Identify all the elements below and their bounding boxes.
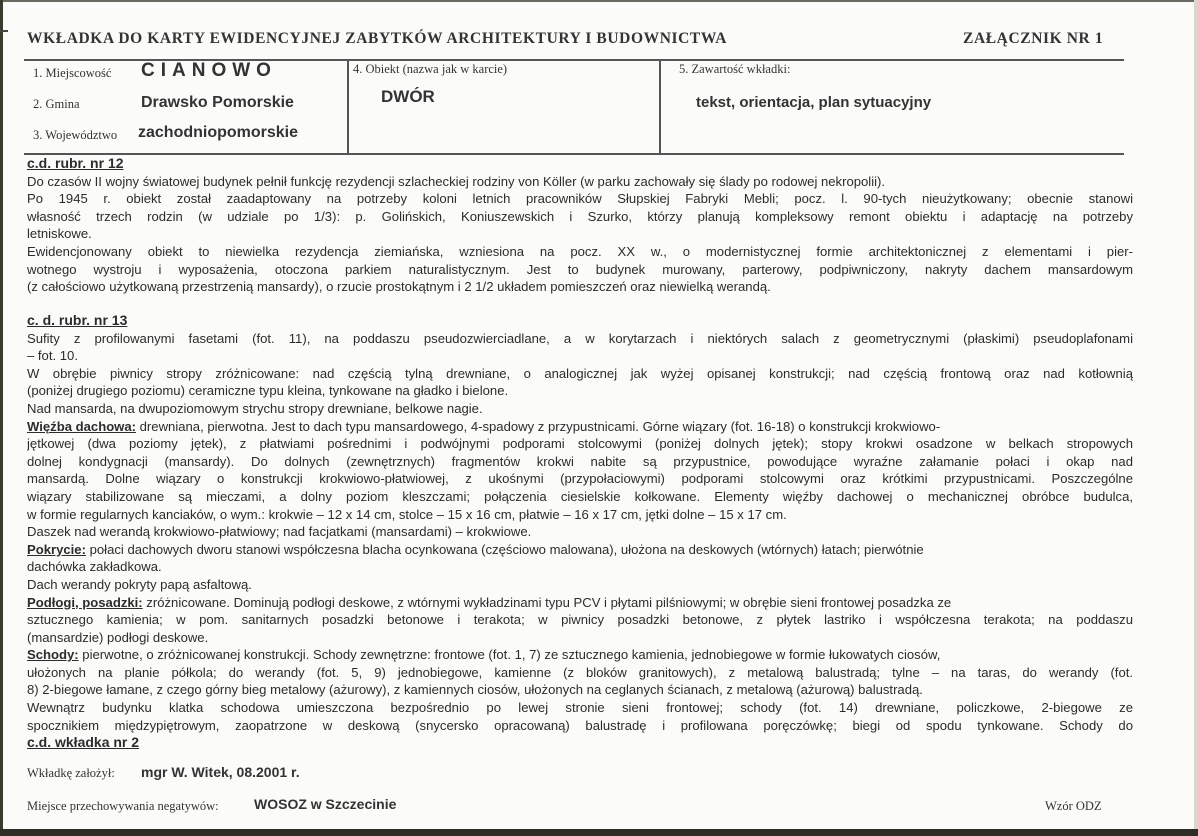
text-line: dolnej kondygnacji (mansardy). Do dolnych (zewnętrznych) fragmentów krokwi nabite są przypustnice, powodujące wyraźne załamanie połaci i okap nad [27,453,1133,469]
text-line: w formie regularnych kanciaków, o wym.: krokwie – 12 x 14 cm, stolce – 15 x 16 cm, płatwie – 16 x 17 cm, jętki dolne – 15 x 17 cm. [27,506,787,522]
storage-label: Miejsce przechowywania negatywów: [27,799,219,813]
text-line: 8) 2-biegowe łamane, z czego górny bieg metalowy (ażurowy), z kamiennych ciosów, ułożonych na ceglanych ścianach, z metalową (ażurową) balustradą. [27,682,923,698]
wojewodztwo-label: 3. Województwo [33,128,118,142]
section-rubr-12 [27,155,1133,296]
text-line: wiązary stabilizowane są mieczami, a dolny poziom kleszczami; połączenia ciesielskie kołkowane. Elementy więźby dachowej o mechanicznej obróbce budulca, [27,488,1133,504]
text-fragment: drewniana, pierwotna. Jest to dach typu mansardowego, 4-spadowy z przypustnicami. Górne wiązary (fot. 16-18) o konstrukcji krokwiowo- [136,418,941,434]
wojewodztwo-value: zachodniopomorskie [138,124,299,141]
text-line: Daszek nad werandą krokwiowo-płatwiowy; nad facjatkami (mansardami) – krokwiowe. [27,524,532,540]
document-title: WKŁADKA DO KARTY EWIDENCYJNEJ ZABYTKÓW ARCHITEKTURY I BUDOWNICTWA [27,30,728,47]
text-line: wotnego wystroju i wyposażenia, otoczona parkiem naturalistycznym. Jest to budynek murowany, parterowy, podpiwniczony, nakryty dachem mansardowym [27,261,1133,277]
text-line: mansardą. Dolne wiązary o konstrukcji krokwiowo-płatwiowej, z ukośnymi (przypołaciowymi) podporami stolcowymi oraz krótkimi przypustnicami. Poszczególne [27,471,1133,487]
column-divider-2 [659,60,661,154]
text-fragment: pierwotne, o zróżnicowanej konstrukcji. Schody zewnętrzne: frontowe (fot. 1, 7) ze sztucznego kamienia, jednobiegowe w formie łukowatych ciosów, [78,647,941,663]
text-line: W obrębie piwnicy stropy zróżnicowane: nad częścią tylną drewniane, o analogicznej jak wyżej opisanej konstrukcji; nad częścią frontową oraz nad kotłownią [27,365,1133,381]
obiekt-label: 4. Obiekt (nazwa jak w karcie) [353,62,508,76]
wiezba-paragraph-first [27,418,1133,436]
text-line: Nad mansarda, na dwupoziomowym strychu stropy drewniane, belkowe nagie. [27,400,483,416]
text-line: Wewnątrz budynku klatka schodowa umieszczona bezpośrednio po lewej stronie sieni frontowej; schody (fot. 14) drewniane, policzkowe, 2-biegowe ze [27,700,1133,716]
text-line: sztucznego kamienia; w pom. sanitarnych posadzki betonowe i terakota; w piwnicy posadzki betonowe, z płytek lastriko i współczesna terakota; na poddaszu [27,612,1133,628]
section-rubr-13 [27,312,1133,752]
page-edge-left [0,0,3,836]
margin-tick [0,30,8,32]
text-fragment: zróżnicowane. Dominują podłogi deskowe, z wtórnymi wykładzinami typu PCV i płytami pilśniowymi; w obrębie sieni frontowej posadzka ze [142,594,952,610]
podlogi-heading: Podłogi, posadzki: [27,594,143,610]
text-line: Po 1945 r. obiekt został zaadaptowany na potrzeby koloni letnich pracowników Słupskiej Fabryki Mebli; pocz. l. 90-tych nieużytkowany; obecnie stanowi [27,191,1133,207]
text-line: letniskowe. [27,226,92,242]
miejscowosc-label: 1. Miejscowość [33,66,112,80]
form-code: Wzór ODZ [1045,799,1102,813]
annex-number: ZAŁĄCZNIK NR 1 [963,30,1104,47]
text-line: spocznikiem międzypiętrowym, zaopatrzone w deskową (snycersko opracowaną) balustradę i profilowana poręczówkę; biegi od spodu tynkowane. Schody do [27,717,1133,733]
gmina-value: Drawsko Pomorskie [141,94,294,111]
author-label: Wkładkę założył: [27,766,115,780]
zawartosc-value: tekst, orientacja, plan sytuacyjny [696,94,932,111]
text-line: Dach werandy pokryty papą asfaltową. [27,576,252,592]
text-line: Ewidencjonowany obiekt to niewielka rezydencja ziemiańska, wzniesiona na pocz. XX w., o modernistycznej formie architektonicznej z elementami i pier- [27,243,1133,259]
text-line: (z całościowo użytkowaną przestrzenią mansardy), o rzucie prostokątnym i 2 1/2 układem pomieszczeń oraz niewielką werandą. [27,279,771,295]
miejscowosc-value: CIANOWO [141,60,277,81]
text-line: Do czasów II wojny światowej budynek pełnił funkcję rezydencji szlacheckiej rodziny von Köller (w parku zachowały się ślady po rodowej nekropolii). [27,173,886,189]
schody-heading: Schody: [27,647,79,663]
column-divider-1 [347,60,349,154]
text-line: własność trzech rodzin (w udziale po 1/3): p. Golińskich, Koniuszewskich i Szurko, którzy planują kompleksowy remont obiektu i adaptację na potrzeby [27,208,1133,224]
zawartosc-label: 5. Zawartość wkładki: [679,62,791,76]
text-line: (mansardzie) podłogi deskowe. [27,629,209,645]
gmina-label: 2. Gmina [33,97,80,111]
page-edge-top [0,0,1198,2]
podlogi-paragraph-first [27,594,1133,612]
pokrycie-paragraph-first [27,541,1133,559]
page-edge-bottom [0,829,1198,836]
wiezba-heading: Więźba dachowa: [27,418,137,434]
author-value: mgr W. Witek, 08.2001 r. [141,764,300,780]
text-line: (poniżej drugiego poziomu) ceramiczne typu kleina, tynkowane na gładko i bielone. [27,383,509,399]
obiekt-value: DWÓR [381,87,435,106]
continued-reference: c.d. wkładka nr 2 [27,734,140,751]
section-heading: c. d. rubr. nr 13 [27,312,128,328]
section-heading: c.d. rubr. nr 12 [27,155,124,171]
text-line: – fot. 10. [27,348,78,364]
page-edge-right [1194,0,1198,836]
text-line: dachówka zakładkowa. [27,559,162,575]
text-line: Sufity z profilowanymi fasetami (fot. 11), na poddaszu pseudozwierciadlane, a w korytarzach i niektórych salach z geometrycznymi (płaskimi) pseudoplafonami [27,330,1133,346]
text-line: ułożonych na planie półkola; do werandy (fot. 5, 9) jednobiegowe, kamienne (z bloków granitowych), z metalową balustradą; tylne – na taras, do werandy (fot. [27,664,1133,680]
schody-paragraph-first [27,646,1133,664]
pokrycie-heading: Pokrycie: [27,541,86,557]
text-line: jętkowej (dwa poziomy jętek), z płatwiami pośrednimi i podwójnymi podporami stolcowymi (poniżej dolnych jętek); stopy krokwi osadzone w belkach stropowych [27,436,1133,452]
text-fragment: połaci dachowych dworu stanowi współczesna blacha ocynkowana (częściowo malowana), ułożona na deskowych (wtórnych) łatach; pierwótnie [85,541,924,557]
storage-value: WOSOZ w Szczecinie [254,796,397,812]
